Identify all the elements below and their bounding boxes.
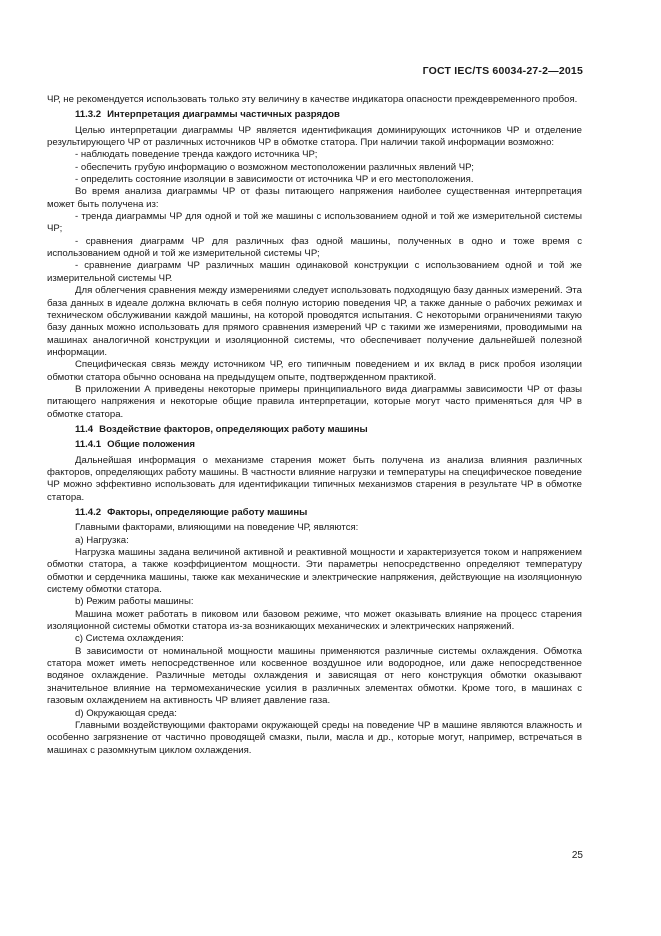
paragraph: Специфическая связь между источником ЧР, его типичным поведением и их вклад в риск пробоя изоляции обмотки статора обычно основана на предыдущем опыте, подтвержденном практикой. bbox=[47, 359, 582, 383]
list-item: - тренда диаграммы ЧР для одной и той же машины с использованием одной и той же измерительной системы ЧР; bbox=[47, 211, 582, 235]
list-item-c: c) Система охлаждения: bbox=[75, 633, 184, 645]
list-item: - наблюдать поведение тренда каждого источника ЧР; bbox=[75, 149, 318, 161]
section-title: Факторы, определяющие работу машины bbox=[107, 507, 308, 518]
section-number: 11.3.2 bbox=[75, 109, 102, 121]
list-item-d: d) Окружающая среда: bbox=[75, 707, 177, 719]
paragraph: Нагрузка машины задана величиной активной и реактивной мощности и характеризуется током и напряжением обмотки статора, а также коэффициентом мощности. Эти параметры непосредственно определяют температуру обмотки и сердечника машины, также как механические и электрические напряжения, действующие на изоляционную систему обмотки статора. bbox=[47, 547, 582, 596]
paragraph: Дальнейшая информация о механизме старения может быть получена из анализа влияния различных факторов, определяющих работу машины. В частности влияние нагрузки и температуры на специфическое поведение ЧР можно эффективно использовать для идентификации типичных механизмов старения в результате ЧР в обмотке статора. bbox=[47, 454, 582, 503]
section-number: 11.4 bbox=[75, 423, 94, 435]
section-heading-11-4-2 bbox=[47, 507, 582, 519]
standard-header: ГОСТ IEC/TS 60034-27-2—2015 bbox=[422, 65, 583, 77]
paragraph: Для облегчения сравнения между измерениями следует использовать подходящую базу данных измерений. Эта база данных в идеале должна включать в себя полную историю поведения ЧР, а также данные о рабочих режимах и техническом обслуживании каждой машины, на которой проводятся испытания. С некоторыми ограничениями такую базу данных можно использовать для прямого сравнения измерений ЧР с такими же измерениями, проводимыми на машинах аналогичной конструкции и изоляционной системы, что обеспечивает получение дальнейшей полезной информации. bbox=[47, 285, 582, 358]
paragraph: Во время анализа диаграммы ЧР от фазы питающего напряжения наиболее существенная интерпретация может быть получена из: bbox=[47, 186, 582, 210]
list-item: - обеспечить грубую информацию о возможном местоположении различных явлений ЧР; bbox=[75, 161, 474, 173]
paragraph: Главными факторами, влияющими на поведение ЧР, являются: bbox=[75, 522, 359, 534]
paragraph: Главными воздействующими факторами окружающей среды на поведение ЧР в машине являются влажность и особенно загрязнение от частично проводящей смазки, пыли, масла и др., которые могут, например, встречаться в машинах с разомкнутым циклом охлаждения. bbox=[47, 719, 582, 756]
list-item-a: а) Нагрузка: bbox=[75, 534, 129, 546]
paragraph: Машина может работать в пиковом или базовом режиме, что может оказывать влияние на процесс старения изоляционной системы обмотки статора из-за возникающих механических и электрических напряжений. bbox=[47, 608, 582, 633]
paragraph: В приложении А приведены некоторые примеры принципиального вида диаграммы зависимости ЧР от фазы питающего напряжения и некоторые общие правила интерпретации, которые могут часто применяться для ЧР в обмотке статора. bbox=[47, 383, 582, 420]
paragraph: ЧР, не рекомендуется использовать только эту величину в качестве индикатора опасности преждевременного пробоя. bbox=[47, 94, 578, 105]
list-item-b: b) Режим работы машины: bbox=[75, 596, 194, 608]
section-number: 11.4.1 bbox=[75, 439, 102, 451]
section-heading-11-4-1 bbox=[47, 439, 582, 451]
list-item: - сравнения диаграмм ЧР для различных фаз одной машины, полученных в одно и тоже время с использованием одной и той же измерительной системы ЧР; bbox=[47, 235, 582, 260]
section-title: Интерпретация диаграммы частичных разрядов bbox=[107, 109, 340, 121]
section-number: 11.4.2 bbox=[75, 507, 102, 518]
document-body bbox=[47, 94, 582, 757]
section-heading-11-4 bbox=[47, 424, 582, 436]
list-item: - сравнение диаграмм ЧР различных машин одинаковой конструкции с использованием одной и той же измерительной системы ЧР. bbox=[47, 260, 582, 284]
section-heading-11-3-2 bbox=[47, 109, 582, 121]
paragraph: Целью интерпретации диаграммы ЧР является идентификация доминирующих источников ЧР и отделение результирующего ЧР от различных источников ЧР в обмотке статора. При наличии такой информации возможно: bbox=[47, 124, 582, 149]
section-title: Воздействие факторов, определяющих работу машины bbox=[99, 423, 368, 435]
section-title: Общие положения bbox=[107, 439, 195, 451]
list-item: - определить состояние изоляции в зависимости от источника ЧР и его местоположения. bbox=[75, 174, 474, 186]
page-number: 25 bbox=[571, 850, 583, 861]
paragraph: В зависимости от номинальной мощности машины применяются различные системы охлаждения. Обмотка статора может иметь непосредственное или косвенное воздушное или водородное, или даже непосредственное водяное охлаждение. Различные методы охлаждения и зависящая от него конструкция обмотки оказывают значительное влияние на термомеханические усилия в различных элементах обмотки. Кроме того, в машинах с газовым охлаждением на активность ЧР влияет давление газа. bbox=[47, 645, 582, 707]
